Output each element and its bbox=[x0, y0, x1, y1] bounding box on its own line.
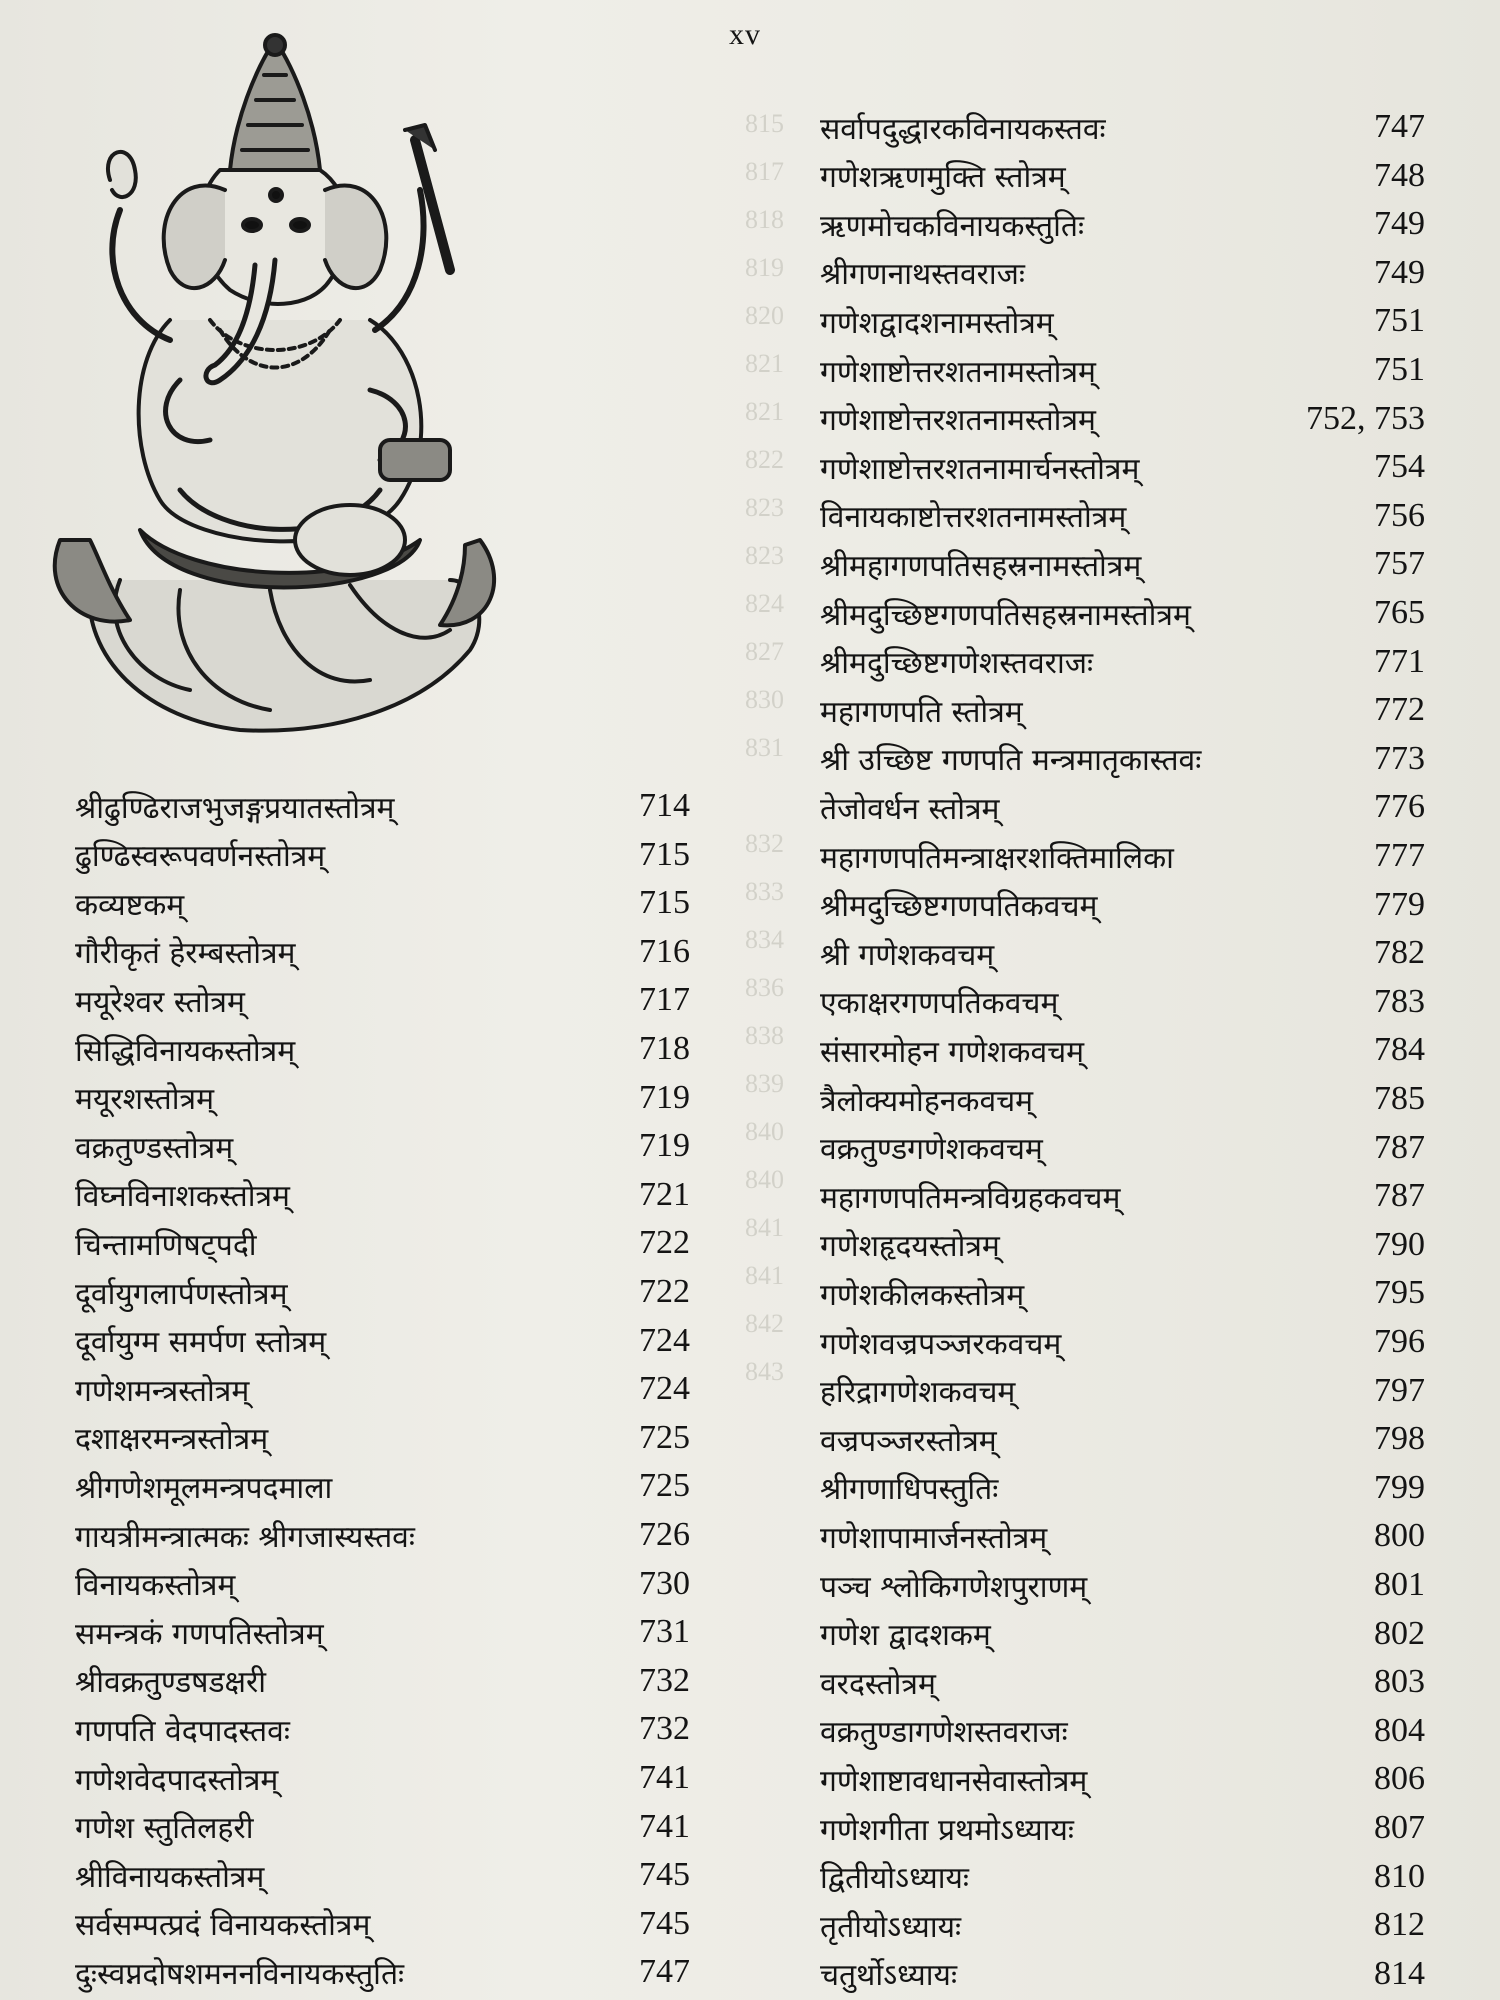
toc-entry-title: गायत्रीमन्त्रात्मकः श्रीगजास्यस्तवः bbox=[75, 1519, 415, 1555]
toc-entry-page: 782 bbox=[1374, 934, 1425, 972]
toc-entry-page: 756 bbox=[1374, 496, 1425, 534]
toc-entry bbox=[820, 346, 1425, 394]
toc-entry bbox=[75, 1900, 690, 1948]
toc-entry bbox=[75, 879, 690, 927]
toc-entry-title: श्रीवक्रतुण्डषडक्षरी bbox=[75, 1665, 267, 1701]
toc-entry-title: महागणपति स्तोत्रम् bbox=[820, 694, 1023, 730]
toc-entry-title: विनायकाष्टोत्तरशतनामस्तोत्रम् bbox=[820, 500, 1127, 536]
toc-entry bbox=[820, 978, 1425, 1026]
toc-entry-title: श्रीविनायकस्तोत्रम् bbox=[75, 1859, 265, 1895]
toc-entry bbox=[75, 1705, 690, 1753]
toc-entry bbox=[75, 1462, 690, 1510]
toc-entry-title: कव्यष्टकम् bbox=[75, 887, 185, 923]
toc-entry-page: 787 bbox=[1374, 1177, 1425, 1215]
toc-entry-title: त्रैलोक्यमोहनकवचम् bbox=[820, 1083, 1034, 1119]
toc-entry-page: 754 bbox=[1374, 448, 1425, 486]
toc-entry-page: 785 bbox=[1374, 1080, 1425, 1117]
toc-entry bbox=[820, 1853, 1425, 1901]
toc-entry-page: 777 bbox=[1374, 837, 1425, 874]
toc-entry bbox=[75, 1171, 690, 1219]
toc-entry bbox=[820, 1075, 1425, 1123]
toc-entry-title: वक्रतुण्डस्तोत्रम् bbox=[75, 1130, 234, 1166]
toc-entry bbox=[820, 152, 1425, 200]
toc-entry-page: 747 bbox=[1374, 108, 1425, 145]
page-number: xv bbox=[729, 18, 761, 51]
toc-entry-page: 810 bbox=[1374, 1857, 1425, 1895]
toc-entry-title: गणेशऋणमुक्ति स्तोत्रम् bbox=[820, 160, 1066, 196]
toc-entry-page: 807 bbox=[1374, 1809, 1425, 1846]
toc-entry-page: 732 bbox=[639, 1661, 690, 1699]
toc-entry-page: 812 bbox=[1374, 1906, 1425, 1944]
toc-entry bbox=[820, 395, 1425, 443]
toc-entry-page: 722 bbox=[639, 1224, 690, 1262]
toc-entry-page: 757 bbox=[1374, 545, 1425, 583]
toc-entry-title: श्री गणेशकवचम् bbox=[820, 937, 995, 973]
toc-entry-title: समन्त्रकं गणपतिस्तोत्रम् bbox=[75, 1616, 324, 1652]
toc-entry-page: 803 bbox=[1374, 1663, 1425, 1701]
toc-entry-page: 765 bbox=[1374, 594, 1425, 631]
toc-entry bbox=[820, 735, 1425, 783]
toc-entry-title: वज्रपञ्जरस्तोत्रम् bbox=[820, 1423, 997, 1459]
toc-entry-title: श्रीमदुच्छिष्टगणपतिकवचम् bbox=[820, 889, 1098, 925]
toc-entry-page: 724 bbox=[639, 1370, 690, 1408]
toc-entry-page: 751 bbox=[1374, 302, 1425, 340]
toc-entry-page: 725 bbox=[639, 1467, 690, 1505]
toc-entry bbox=[75, 1608, 690, 1656]
toc-entry bbox=[75, 1219, 690, 1267]
toc-entry bbox=[820, 589, 1425, 637]
toc-entry-page: 772 bbox=[1374, 691, 1425, 729]
toc-entry bbox=[75, 1851, 690, 1899]
toc-entry-page: 747 bbox=[639, 1953, 690, 1991]
toc-entry-title: गणपति वेदपादस्तवः bbox=[75, 1713, 290, 1749]
toc-entry-page: 779 bbox=[1374, 885, 1425, 923]
toc-entry-title: श्रीमहागणपतिसहस्रनामस्तोत्रम् bbox=[820, 548, 1142, 584]
toc-entry bbox=[820, 1367, 1425, 1415]
toc-entry-title: गौरीकृतं हेरम्बस्तोत्रम् bbox=[75, 936, 296, 972]
toc-entry-page: 717 bbox=[639, 981, 690, 1019]
toc-entry-page: 745 bbox=[639, 1904, 690, 1942]
toc-entry-page: 790 bbox=[1374, 1225, 1425, 1263]
toc-entry-page: 796 bbox=[1374, 1323, 1425, 1360]
toc-entry bbox=[820, 1221, 1425, 1269]
toc-entry-page: 749 bbox=[1374, 205, 1425, 243]
toc-entry-title: दशाक्षरमन्त्रस्तोत्रम् bbox=[75, 1422, 269, 1458]
toc-entry-title: सिद्धिविनायकस्तोत्रम् bbox=[75, 1033, 296, 1069]
toc-entry-title: सर्वापदुद्धारकविनायकस्तवः bbox=[820, 111, 1106, 147]
toc-entry bbox=[820, 443, 1425, 491]
toc-entry-page: 783 bbox=[1374, 982, 1425, 1020]
toc-entry bbox=[75, 1268, 690, 1316]
toc-entry-title: पञ्च श्लोकिगणेशपुराणम् bbox=[820, 1569, 1088, 1605]
toc-entry-title: ढुण्ढिस्वरूपवर्णनस्तोत्रम् bbox=[75, 839, 326, 875]
toc-entry-page: 773 bbox=[1374, 739, 1425, 777]
toc-entry-title: गणेशाष्टावधानसेवास्तोत्रम् bbox=[820, 1763, 1088, 1799]
toc-entry-page: 722 bbox=[639, 1273, 690, 1310]
toc-entry-title: वरदस्तोत्रम् bbox=[820, 1666, 936, 1702]
toc-entry bbox=[820, 1464, 1425, 1512]
toc-entry-page: 752, 753 bbox=[1306, 399, 1425, 437]
toc-entry-title: मयूरेश्वर स्तोत्रम् bbox=[75, 984, 245, 1020]
toc-entry bbox=[820, 249, 1425, 297]
toc-entry bbox=[820, 1755, 1425, 1803]
toc-entry-page: 732 bbox=[639, 1710, 690, 1748]
toc-entry bbox=[820, 1610, 1425, 1658]
toc-entry bbox=[75, 1511, 690, 1559]
toc-entry-title: वक्रतुण्डागणेशस्तवराजः bbox=[820, 1715, 1068, 1751]
toc-entry-page: 748 bbox=[1374, 156, 1425, 194]
toc-entry-page: 801 bbox=[1374, 1566, 1425, 1603]
toc-entry-title: गणेशाष्टोत्तरशतनामस्तोत्रम् bbox=[820, 354, 1096, 390]
toc-entry bbox=[820, 103, 1425, 151]
toc-entry bbox=[820, 297, 1425, 345]
toc-entry-title: श्रीगणनाथस्तवराजः bbox=[820, 257, 1025, 293]
toc-entry-title: द्वितीयोऽध्यायः bbox=[820, 1861, 969, 1897]
toc-entry-title: तृतीयोऽध्यायः bbox=[820, 1909, 962, 1945]
toc-entry-title: महागणपतिमन्त्रविग्रहकवचम् bbox=[820, 1180, 1121, 1216]
toc-entry-title: गणेशहृदयस्तोत्रम् bbox=[820, 1229, 1000, 1265]
toc-entry-title: मयूरशस्तोत्रम् bbox=[75, 1082, 215, 1118]
toc-entry bbox=[820, 1804, 1425, 1852]
toc-entry-title: चिन्तामणिषट्पदी bbox=[75, 1227, 257, 1263]
toc-entry-title: श्री उच्छिष्ट गणपति मन्त्रमातृकास्तवः bbox=[820, 743, 1202, 779]
toc-entry-title: हरिद्रागणेशकवचम् bbox=[820, 1375, 1016, 1411]
toc-entry-title: महागणपतिमन्त्राक्षरशक्तिमालिका bbox=[820, 840, 1174, 876]
toc-entry-page: 800 bbox=[1374, 1517, 1425, 1555]
toc-entry bbox=[820, 1512, 1425, 1560]
toc-entry bbox=[820, 492, 1425, 540]
toc-entry bbox=[75, 1025, 690, 1073]
toc-entry-title: गणेशद्वादशनामस्तोत्रम् bbox=[820, 305, 1054, 341]
toc-entry-page: 724 bbox=[639, 1321, 690, 1359]
toc-entry-page: 716 bbox=[639, 932, 690, 970]
toc-entry-title: गणेशगीता प्रथमोऽध्यायः bbox=[820, 1812, 1074, 1848]
toc-entry bbox=[820, 1172, 1425, 1220]
toc-entry bbox=[75, 976, 690, 1024]
bleed-through-text: 832 833 834 836 838 839 840 840 841 841 842 843 bbox=[745, 829, 784, 1386]
toc-entry bbox=[820, 1269, 1425, 1317]
toc-entry-title: ऋणमोचकविनायकस्तुतिः bbox=[820, 208, 1085, 244]
toc-entry bbox=[820, 1124, 1425, 1172]
toc-entry-title: गणेश स्तुतिलहरी bbox=[75, 1811, 254, 1847]
toc-entry bbox=[820, 1658, 1425, 1706]
toc-entry bbox=[820, 1026, 1425, 1074]
toc-entry-title: दूर्वायुग्म समर्पण स्तोत्रम् bbox=[75, 1325, 327, 1361]
toc-entry bbox=[75, 1414, 690, 1462]
toc-entry-title: गणेशापामार्जनस्तोत्रम् bbox=[820, 1520, 1048, 1556]
toc-entry bbox=[75, 1365, 690, 1413]
toc-entry bbox=[820, 540, 1425, 588]
toc-entry-title: वक्रतुण्डगणेशकवचम् bbox=[820, 1132, 1043, 1168]
toc-entry-page: 797 bbox=[1374, 1371, 1425, 1409]
toc-entry bbox=[820, 1415, 1425, 1463]
toc-entry-page: 795 bbox=[1374, 1274, 1425, 1312]
toc-entry-page: 749 bbox=[1374, 253, 1425, 291]
toc-entry-page: 799 bbox=[1374, 1468, 1425, 1506]
toc-entry bbox=[75, 1560, 690, 1608]
toc-entry-title: गणेशमन्त्रस्तोत्रम् bbox=[75, 1373, 250, 1409]
toc-entry-title: विनायकस्तोत्रम् bbox=[75, 1568, 236, 1604]
toc-entry-page: 741 bbox=[639, 1759, 690, 1796]
toc-entry bbox=[75, 1754, 690, 1802]
toc-entry-title: चतुर्थोऽध्यायः bbox=[820, 1958, 958, 1994]
toc-entry bbox=[820, 1707, 1425, 1755]
toc-entry-title: सर्वसम्पत्प्रदं विनायकस्तोत्रम् bbox=[75, 1908, 371, 1944]
toc-entry-title: गणेशाष्टोत्तरशतनामार्चनस्तोत्रम् bbox=[820, 451, 1140, 487]
toc-entry bbox=[75, 1948, 690, 1996]
toc-entry-title: श्रीमदुच्छिष्टगणपतिसहस्रनामस्तोत्रम् bbox=[820, 597, 1191, 633]
toc-entry-page: 771 bbox=[1374, 642, 1425, 680]
toc-entry-title: गणेश द्वादशकम् bbox=[820, 1618, 991, 1654]
toc-entry bbox=[820, 783, 1425, 831]
toc-entry-title: विघ्नविनाशकस्तोत्रम् bbox=[75, 1179, 290, 1215]
toc-entry-page: 741 bbox=[639, 1807, 690, 1845]
toc-entry-page: 798 bbox=[1374, 1420, 1425, 1458]
toc-entry-page: 787 bbox=[1374, 1128, 1425, 1166]
toc-entry-page: 715 bbox=[639, 884, 690, 922]
toc-entry bbox=[820, 1561, 1425, 1609]
toc-entry-page: 784 bbox=[1374, 1031, 1425, 1069]
toc-entry-page: 751 bbox=[1374, 351, 1425, 388]
toc-entry-page: 814 bbox=[1374, 1954, 1425, 1992]
toc-entry bbox=[820, 1901, 1425, 1949]
toc-entry-title: दुःस्वप्नदोषशमननविनायकस्तुतिः bbox=[75, 1956, 405, 1992]
toc-entry bbox=[820, 686, 1425, 734]
toc-entry-title: श्रीमदुच्छिष्टगणेशस्तवराजः bbox=[820, 646, 1094, 682]
toc-entry-title: संसारमोहन गणेशकवचम् bbox=[820, 1034, 1085, 1070]
bleed-through-text: 815 817 818 819 820 821 821 822 823 823 824 827 830 831 bbox=[745, 109, 784, 762]
ganesha-illustration bbox=[20, 20, 520, 760]
toc-entry-title: गणेशवेदपादस्तोत्रम् bbox=[75, 1762, 279, 1798]
toc-entry bbox=[75, 1317, 690, 1365]
toc-entry bbox=[75, 1122, 690, 1170]
toc-entry-title: तेजोवर्धन स्तोत्रम् bbox=[820, 791, 1000, 827]
toc-entry-title: गणेशकीलकस्तोत्रम् bbox=[820, 1277, 1025, 1313]
toc-entry-title: दूर्वायुगलार्पणस्तोत्रम् bbox=[75, 1276, 288, 1312]
toc-entry bbox=[75, 782, 690, 830]
toc-entry-page: 776 bbox=[1374, 788, 1425, 826]
toc-entry-page: 731 bbox=[639, 1613, 690, 1651]
toc-entry bbox=[820, 1950, 1425, 1998]
toc-entry-title: श्रीगणेशमूलमन्त्रपदमाला bbox=[75, 1470, 333, 1506]
toc-entry-page: 719 bbox=[639, 1078, 690, 1116]
toc-entry bbox=[820, 832, 1425, 880]
toc-entry bbox=[75, 1803, 690, 1851]
toc-entry bbox=[820, 929, 1425, 977]
toc-entry-page: 804 bbox=[1374, 1711, 1425, 1749]
toc-entry-title: गणेशवज्रपञ्जरकवचम् bbox=[820, 1326, 1062, 1362]
toc-entry bbox=[75, 831, 690, 879]
toc-entry bbox=[820, 638, 1425, 686]
toc-entry bbox=[75, 1657, 690, 1705]
toc-entry-page: 802 bbox=[1374, 1614, 1425, 1652]
toc-entry-page: 718 bbox=[639, 1030, 690, 1067]
toc-entry-page: 721 bbox=[639, 1175, 690, 1213]
toc-entry-page: 806 bbox=[1374, 1760, 1425, 1798]
toc-entry-title: श्रीढुण्ढिराजभुजङ्गप्रयातस्तोत्रम् bbox=[75, 790, 395, 826]
toc-entry bbox=[820, 200, 1425, 248]
toc-entry-page: 730 bbox=[639, 1564, 690, 1602]
toc-entry-page: 745 bbox=[639, 1856, 690, 1894]
toc-entry bbox=[75, 928, 690, 976]
toc-entry-page: 715 bbox=[639, 835, 690, 873]
toc-entry bbox=[75, 1074, 690, 1122]
toc-entry-page: 725 bbox=[639, 1418, 690, 1456]
toc-entry bbox=[820, 1318, 1425, 1366]
toc-entry-title: एकाक्षरगणपतिकवचम् bbox=[820, 986, 1059, 1022]
toc-entry-page: 719 bbox=[639, 1127, 690, 1165]
toc-entry-title: गणेशाष्टोत्तरशतनामस्तोत्रम् bbox=[820, 403, 1096, 439]
toc-entry-page: 726 bbox=[639, 1516, 690, 1553]
toc-entry-title: श्रीगणाधिपस्तुतिः bbox=[820, 1472, 999, 1508]
toc-entry-page: 714 bbox=[639, 787, 690, 824]
toc-entry bbox=[820, 881, 1425, 929]
